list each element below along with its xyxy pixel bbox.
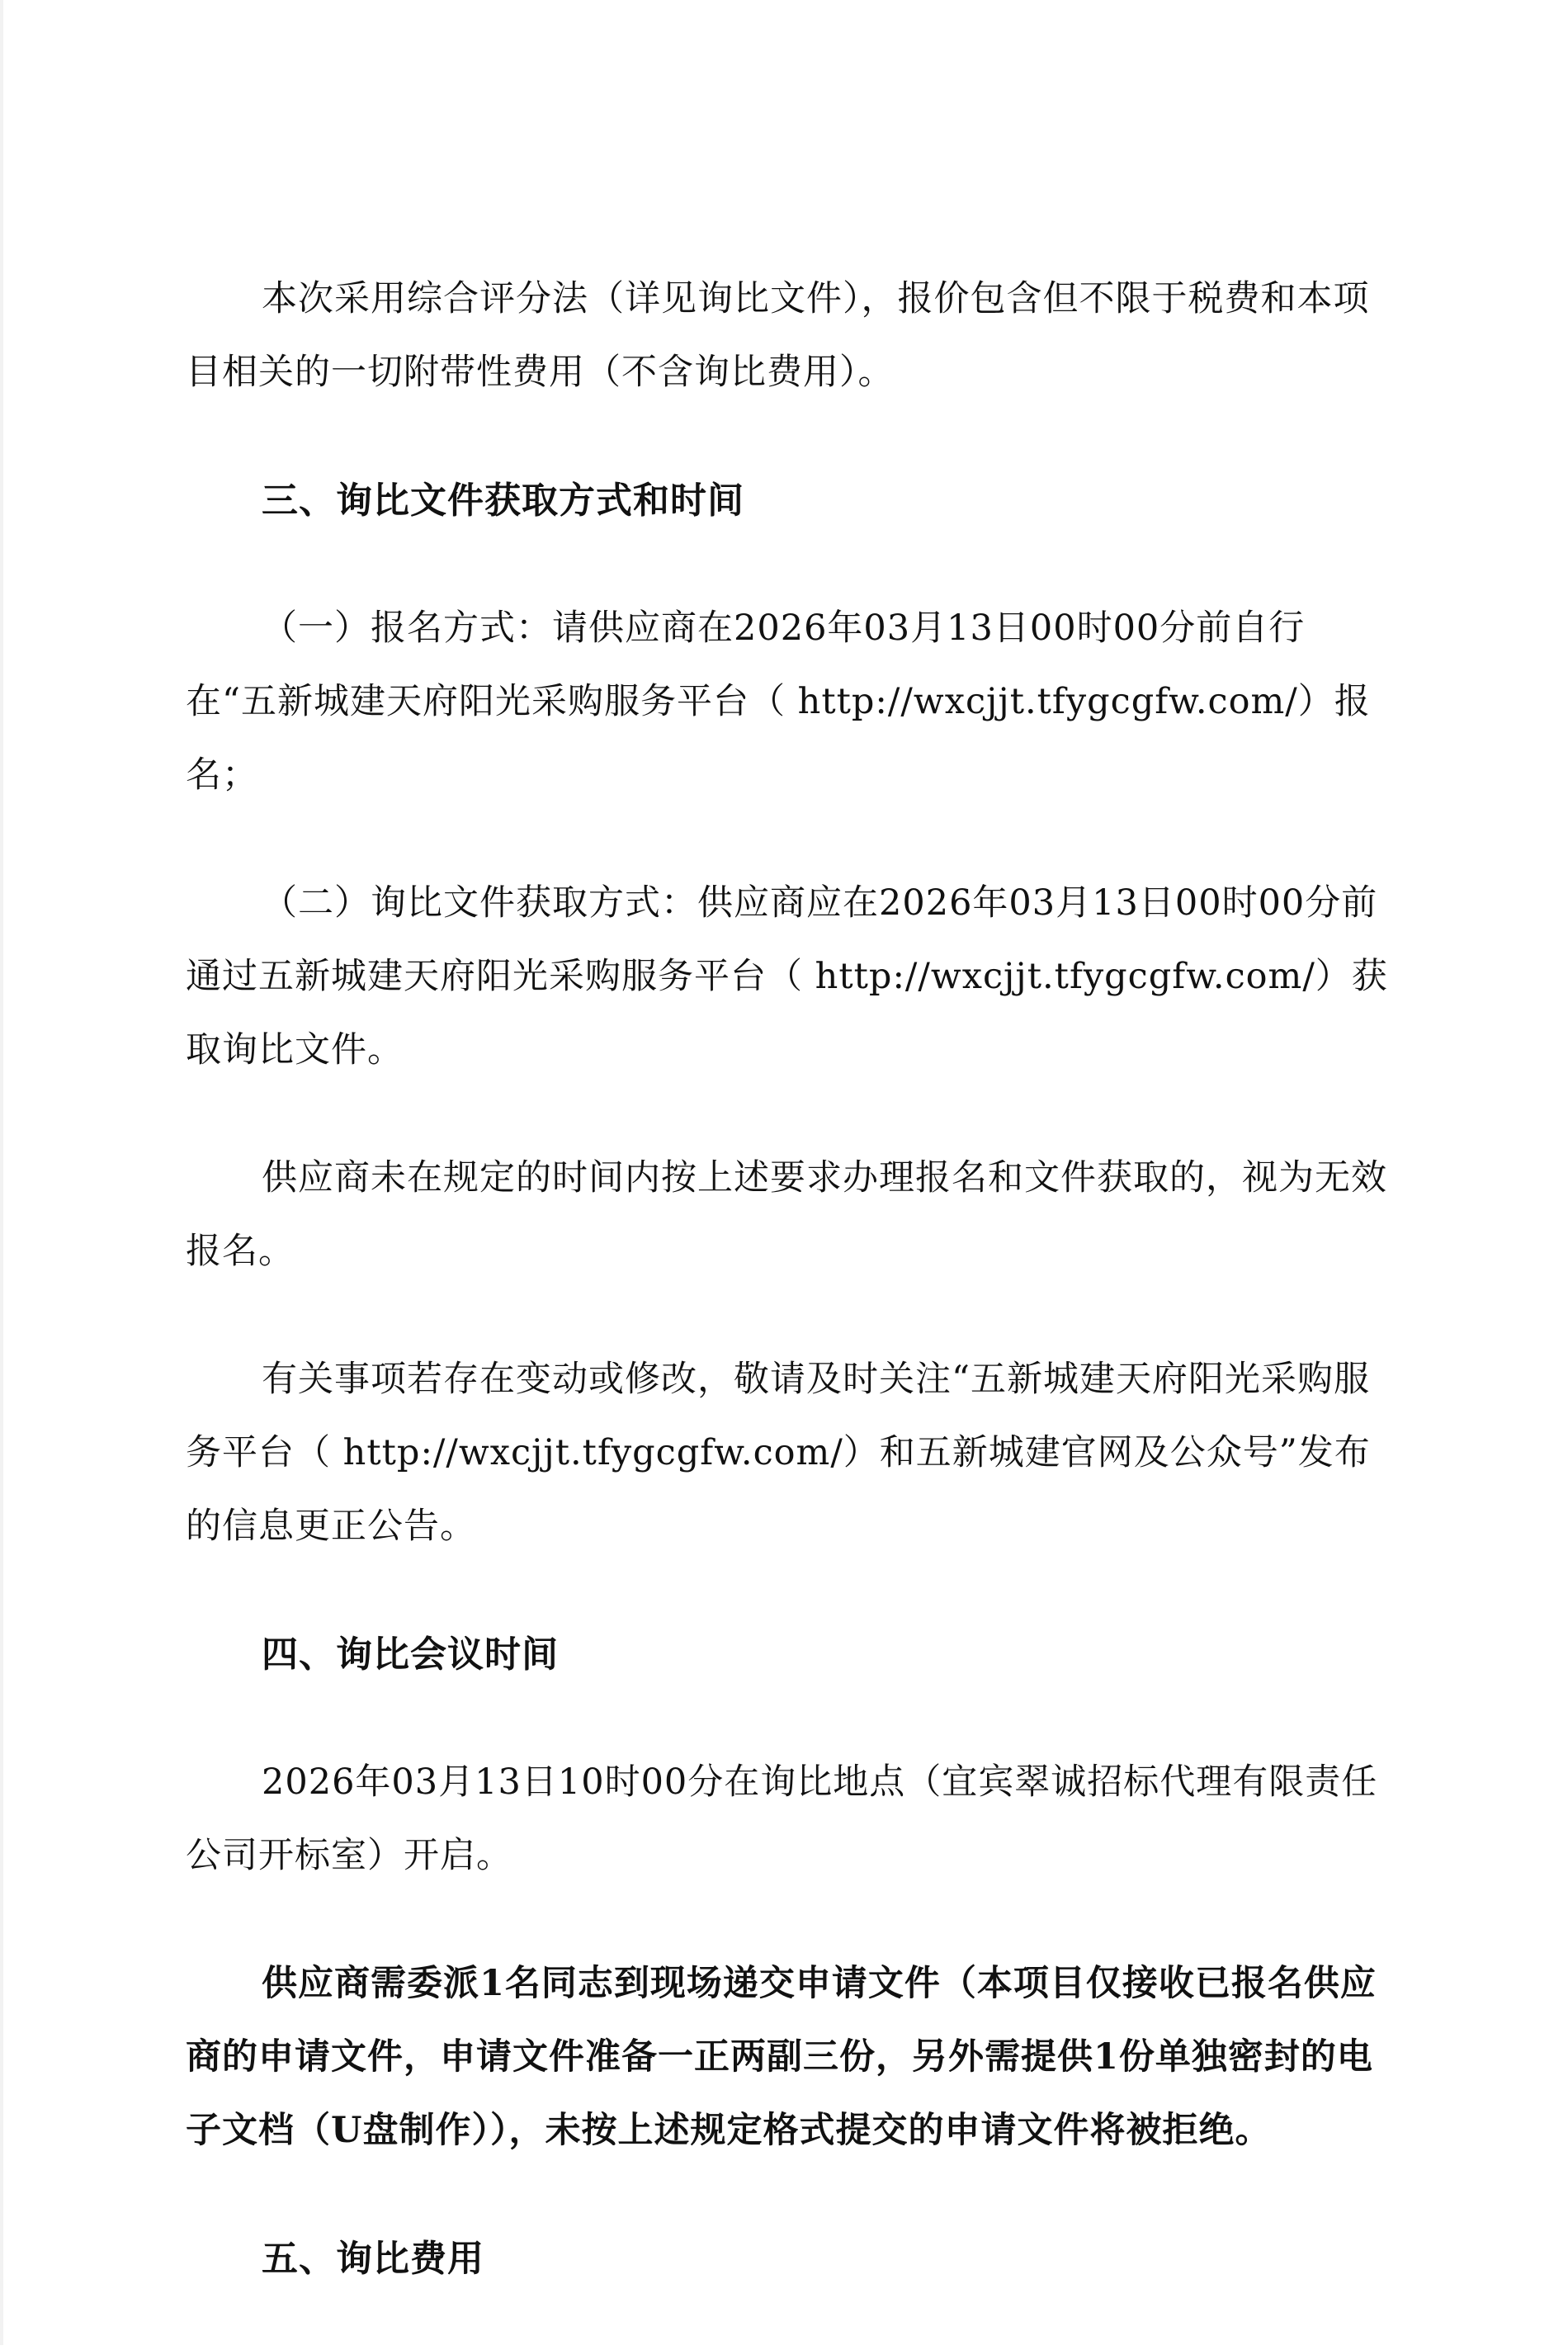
heading-section-3: 三、询比文件获取方式和时间: [262, 480, 744, 522]
paragraph-invalid-registration: 供应商未在规定的时间内按上述要求办理报名和文件获取的，视为无效报名。: [186, 1157, 1387, 1272]
paragraph-meeting-time: 2026年03月13日10时00分在询比地点（宜宾翠诚招标代理有限责任公司开标室）开启。: [186, 1761, 1378, 1876]
paragraph-document-acquisition: （二）询比文件获取方式：供应商应在2026年03月13日00时00分前通过五新城建天府阳光采购服务平台（ http://wxcjjt.tfygcgfw.com/）获取询比文件。: [186, 882, 1388, 1071]
heading-section-5: 五、询比费用: [262, 2238, 484, 2280]
paragraph-evaluation-method: 本次采用综合评分法（详见询比文件），报价包含但不限于税费和本项目相关的一切附带性费用（不含询比费用）。: [186, 278, 1370, 393]
document-body: [186, 262, 1391, 2350]
heading-section-4: 四、询比会议时间: [262, 1634, 559, 1676]
paragraph-registration-method: （一）报名方式：请供应商在2026年03月13日00时00分前自行在“五新城建天府阳光采购服务平台（ http://wxcjjt.tfygcgfw.com/）报名；: [186, 608, 1371, 796]
paragraph-submission-requirements: 供应商需委派1名同志到现场递交申请文件（本项目仅接收已报名供应商的申请文件，申请文件准备一正两副三份，另外需提供1份单独密封的电子文档（U盘制作）），未按上述规定格式提交的申请文件将被拒绝。: [186, 1963, 1377, 2151]
scan-edge: [0, 0, 3, 2345]
paragraph-changes-notice: 有关事项若存在变动或修改，敬请及时关注“五新城建天府阳光采购服务平台（ http://wxcjjt.tfygcgfw.com/）和五新城建官网及公众号”发布的信息更正公告。: [186, 1359, 1371, 1547]
